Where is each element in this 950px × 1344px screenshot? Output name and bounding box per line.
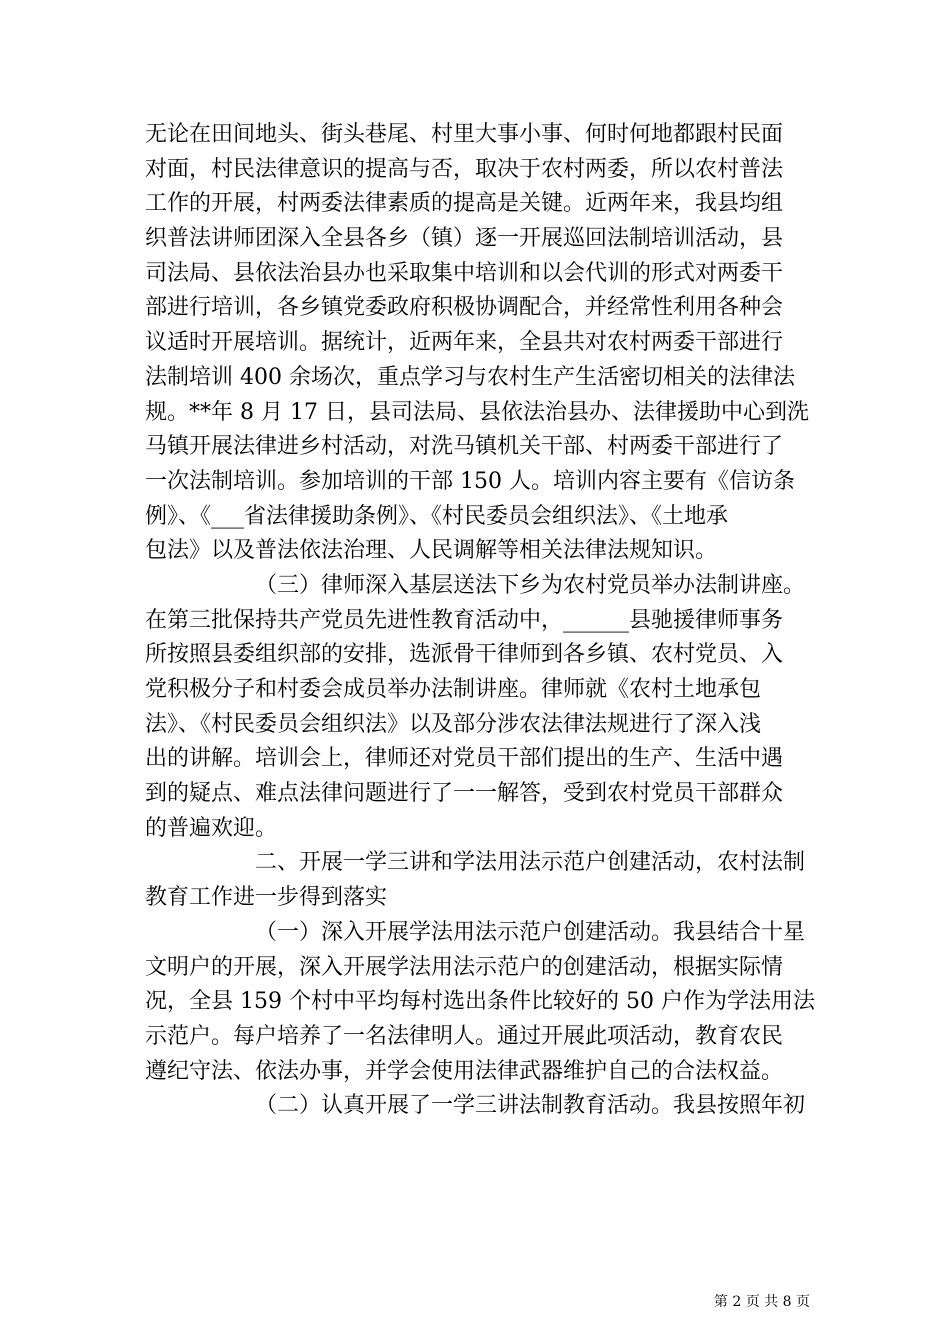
text-line: 示范户。每户培养了一名法律明人。通过开展此项活动，教育农民 [145, 1023, 784, 1049]
text-line: 二、开展一学三讲和学法用法示范户创建活动，农村法制 [255, 850, 806, 876]
text-line: 法制培训 400 余场次，重点学习与农村生产生活密切相关的法律法 [145, 364, 795, 390]
text-line: 到的疑点、难点法律问题进行了一一解答，受到农村党员干部群众 [145, 781, 784, 807]
text-line: 规。**年 8 月 17 日，县司法局、县依法治县办、法律援助中心到洗 [145, 399, 809, 425]
text-line: 的普遍欢迎。 [145, 815, 278, 841]
text-line: 对面，村民法律意识的提高与否，取决于农村两委，所以农村普法 [145, 156, 784, 182]
text-line: （二）认真开展了一学三讲法制教育活动。我县按照年初 [255, 1093, 806, 1119]
text-line: 况，全县 159 个村中平均每村选出条件比较好的 50 户作为学法用法 [145, 989, 815, 1015]
text-line: 遵纪守法、依法办事，并学会使用法律武器维护自己的合法权益。 [145, 1058, 784, 1084]
text-line: 党积极分子和村委会成员举办法制讲座。律师就《农村土地承包 [145, 677, 762, 702]
text-line: 司法局、县依法治县办也采取集中培训和以会代训的形式对两委干 [145, 260, 784, 286]
text-line: 教育工作进一步得到落实 [145, 885, 388, 911]
text-line: 在第三批保持共产党员先进性教育活动中，______县驰援律师事务 [145, 607, 784, 633]
document-body [145, 118, 815, 1124]
text-line: 议适时开展培训。据统计，近两年来，全县共对农村两委干部进行 [145, 330, 784, 356]
text-line: 出的讲解。培训会上，律师还对党员干部们提出的生产、生活中遇 [145, 746, 784, 772]
text-line: 法》、《村民委员会组织法》以及部分涉农法律法规进行了深入浅 [145, 711, 762, 737]
text-line: （一）深入开展学法用法示范户创建活动。我县结合十星 [255, 919, 806, 945]
text-line: 一次法制培训。参加培训的干部 150 人。培训内容主要有《信访条 [145, 468, 795, 494]
text-line: （三）律师深入基层送法下乡为农村党员举办法制讲座。 [255, 572, 806, 598]
text-line: 文明户的开展，深入开展学法用法示范户的创建活动，根据实际情 [145, 954, 784, 980]
text-line: 无论在田间地头、街头巷尾、村里大事小事、何时何地都跟村民面 [145, 122, 784, 147]
text-line: 包法》以及普法依法治理、人民调解等相关法律法规知识。 [145, 538, 718, 564]
text-line: 马镇开展法律进乡村活动，对洗马镇机关干部、村两委干部进行了 [145, 434, 784, 460]
page-number-footer: 第 2 页 共 8 页 [713, 1294, 810, 1310]
text-line: 工作的开展，村两委法律素质的提高是关键。近两年来，我县均组 [145, 191, 784, 217]
text-line: 所按照县委组织部的安排，选派骨干律师到各乡镇、农村党员、入 [145, 642, 784, 668]
text-line: 部进行培训，各乡镇党委政府积极协调配合，并经常性利用各种会 [145, 295, 784, 321]
text-line: 织普法讲师团深入全县各乡（镇）逐一开展巡回法制培训活动，县 [145, 226, 784, 252]
text-line: 例》、《___省法律援助条例》、《村民委员会组织法》、《土地承 [145, 503, 729, 529]
